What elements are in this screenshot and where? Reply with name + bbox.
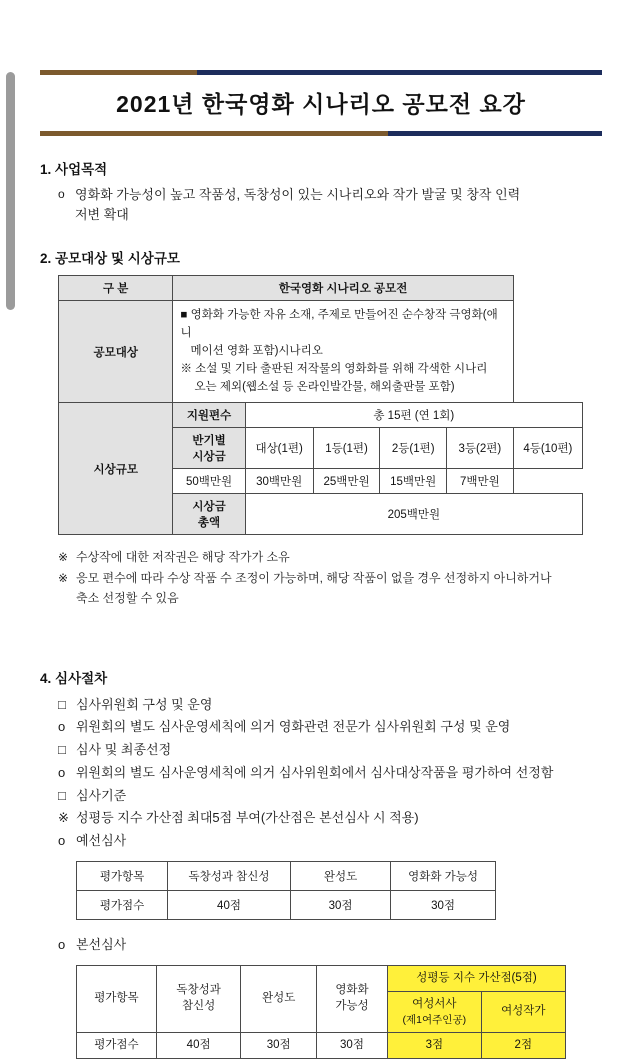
section-1-heading bbox=[40, 158, 602, 178]
final-score-female-narrative: 3점 bbox=[388, 1032, 482, 1059]
preliminary-criteria-table bbox=[76, 861, 496, 920]
row-value-total: 205백만원 bbox=[245, 494, 582, 535]
row-value-target bbox=[173, 301, 513, 403]
final-score-filmability: 30점 bbox=[316, 1032, 387, 1059]
final-header-originality-l1: 독창성과 bbox=[176, 984, 221, 997]
list-mark: ο bbox=[58, 764, 66, 780]
prize-table bbox=[58, 275, 583, 535]
list-mark: □ bbox=[58, 696, 66, 712]
bullet-mark: ο bbox=[58, 187, 65, 201]
section-1-bullet-1 bbox=[58, 185, 602, 205]
final-header-originality-l2: 참신성 bbox=[181, 999, 216, 1012]
grade-cell: 1등(1편) bbox=[313, 428, 380, 469]
section-2-title: 공모대상 및 시상규모 bbox=[55, 251, 180, 267]
page-title: 2021년 한국영화 시나리오 공모전 요강 bbox=[116, 91, 526, 117]
note-mark: ※ bbox=[58, 550, 69, 565]
final-score-female-writer: 2점 bbox=[481, 1032, 565, 1059]
total-label-line1: 시상금 bbox=[192, 501, 226, 514]
list-mark: □ bbox=[58, 787, 66, 803]
final-header-filmability-l2: 가능성 bbox=[335, 999, 369, 1012]
section-1-title: 사업목적 bbox=[55, 162, 108, 177]
list-text: 예선심사 bbox=[76, 833, 127, 849]
female-narrative-l1: 여성서사 bbox=[412, 998, 457, 1011]
amount-cell: 30백만원 bbox=[245, 469, 313, 494]
female-narrative-l2: (제1여주인공) bbox=[402, 1013, 467, 1026]
prelim-score-filmability: 30점 bbox=[391, 890, 496, 919]
list-text: 심사위원회 구성 및 운영 bbox=[76, 696, 213, 712]
title-rule-bottom bbox=[40, 131, 602, 136]
title-banner bbox=[40, 70, 602, 136]
list-text: 본선심사 bbox=[76, 936, 127, 952]
target-line-4: 오는 제외(웹소설 등 온라인발간물, 해외출판물 포함) bbox=[194, 380, 455, 393]
section-1 bbox=[40, 158, 602, 225]
list-mark: ο bbox=[58, 719, 66, 735]
list-text: 심사기준 bbox=[76, 787, 127, 803]
note-mark: ※ bbox=[58, 570, 69, 585]
target-line-1: ■ 영화화 가능한 자유 소재, 주제로 만들어진 순수창작 극영화(애니 bbox=[180, 309, 498, 340]
amount-cell: 25백만원 bbox=[313, 469, 380, 494]
row-label-half-prize bbox=[173, 428, 245, 469]
half-label-line2: 시상금 bbox=[192, 451, 226, 464]
note-text: 응모 편수에 따라 수상 작품 수 조정이 가능하며, 해당 작품이 없을 경우 선정하지 아니하거나 bbox=[76, 570, 552, 585]
list-text: 성평등 지수 가산점 최대5점 부여(가산점은 본선심사 시 적용) bbox=[76, 810, 419, 826]
prelim-header-completeness: 완성도 bbox=[290, 861, 390, 890]
row-label-count: 지원편수 bbox=[173, 403, 245, 428]
section-1-number: 1. bbox=[40, 162, 52, 177]
target-line-3: ※ 소설 및 기타 출판된 저작물의 영화화를 위해 각색한 시나리 bbox=[180, 362, 488, 375]
target-line-2: 메이션 영화 포함)시나리오 bbox=[190, 344, 323, 357]
section-4-line-6 bbox=[58, 807, 602, 830]
final-subheader-female-writer: 여성작가 bbox=[481, 992, 565, 1033]
section-2 bbox=[40, 247, 602, 608]
section-2-heading bbox=[40, 247, 602, 267]
amount-cell: 7백만원 bbox=[447, 469, 514, 494]
notes-block bbox=[58, 547, 602, 608]
grade-cell: 4등(10편) bbox=[513, 428, 582, 469]
prelim-score-originality: 40점 bbox=[168, 890, 291, 919]
table-row bbox=[59, 403, 583, 428]
section-4-line-1 bbox=[58, 694, 602, 717]
prelim-header-item: 평가항목 bbox=[77, 861, 168, 890]
table-row bbox=[77, 965, 566, 992]
prelim-header-originality: 독창성과 참신성 bbox=[168, 861, 291, 890]
final-score-originality: 40점 bbox=[156, 1032, 241, 1059]
table-row bbox=[77, 890, 496, 919]
note-2 bbox=[58, 568, 602, 588]
scrollbar[interactable] bbox=[6, 72, 15, 310]
prelim-score-label: 평가점수 bbox=[77, 890, 168, 919]
list-mark: ※ bbox=[58, 810, 69, 826]
row-label-prize-scale: 시상규모 bbox=[59, 403, 173, 535]
final-subheader-female-narrative bbox=[388, 992, 482, 1033]
section-2-number: 2. bbox=[40, 251, 52, 267]
section-1-bullet-2 bbox=[58, 205, 602, 225]
row-label-target: 공모대상 bbox=[59, 301, 173, 403]
final-score-label: 평가점수 bbox=[77, 1032, 157, 1059]
list-text: 위원회의 별도 심사운영세칙에 의거 심사위원회에서 심사대상작품을 평가하여 선정함 bbox=[76, 764, 554, 780]
table-row bbox=[59, 301, 583, 403]
grade-cell: 3등(2편) bbox=[447, 428, 514, 469]
total-label-line2: 총액 bbox=[197, 517, 221, 530]
table-header-division: 구 분 bbox=[59, 276, 173, 301]
document-content bbox=[40, 0, 602, 1059]
section-4-line-8 bbox=[58, 934, 602, 957]
title-rule-top bbox=[40, 70, 602, 75]
final-header-filmability bbox=[316, 965, 387, 1032]
final-criteria-table bbox=[76, 965, 566, 1059]
amount-cell: 50백만원 bbox=[173, 469, 245, 494]
table-header-contest: 한국영화 시나리오 공모전 bbox=[173, 276, 513, 301]
table-row bbox=[59, 276, 583, 301]
list-mark: ο bbox=[58, 936, 66, 952]
section-4-line-7 bbox=[58, 830, 602, 853]
section-4-number: 4. bbox=[40, 670, 52, 686]
list-mark: ο bbox=[58, 833, 66, 849]
section-4-heading bbox=[40, 667, 602, 687]
row-label-total bbox=[173, 494, 245, 535]
row-value-count: 총 15편 (연 1회) bbox=[245, 403, 582, 428]
section-4-title: 심사절차 bbox=[55, 670, 108, 686]
list-mark: □ bbox=[58, 742, 66, 758]
final-header-completeness: 완성도 bbox=[241, 965, 317, 1032]
section-4-line-3 bbox=[58, 739, 602, 762]
list-text: 위원회의 별도 심사운영세칙에 의거 영화관련 전문가 심사위원회 구성 및 운영 bbox=[76, 719, 511, 735]
grade-cell: 대상(1편) bbox=[245, 428, 313, 469]
section-4-line-2 bbox=[58, 716, 602, 739]
note-2-cont bbox=[76, 588, 602, 608]
final-header-filmability-l1: 영화화 bbox=[335, 984, 369, 997]
section-4-line-5 bbox=[58, 785, 602, 808]
list-text: 심사 및 최종선정 bbox=[76, 742, 172, 758]
final-header-item: 평가항목 bbox=[77, 965, 157, 1032]
table-row bbox=[77, 1032, 566, 1059]
prelim-header-filmability: 영화화 가능성 bbox=[391, 861, 496, 890]
note-text: 수상작에 대한 저작권은 해당 작가가 소유 bbox=[76, 550, 290, 565]
amount-cell: 15백만원 bbox=[380, 469, 447, 494]
prelim-score-completeness: 30점 bbox=[290, 890, 390, 919]
section-4 bbox=[40, 667, 602, 1059]
table-row bbox=[77, 861, 496, 890]
final-header-originality bbox=[156, 965, 241, 1032]
note-1 bbox=[58, 547, 602, 567]
note-text: 축소 선정할 수 있음 bbox=[76, 591, 179, 606]
half-label-line1: 반기별 bbox=[192, 435, 226, 448]
bullet-text: 저변 확대 bbox=[75, 207, 129, 223]
bullet-text: 영화화 가능성이 높고 작품성, 독창성이 있는 시나리오와 작가 발굴 및 창작 인력 bbox=[75, 187, 521, 202]
grade-cell: 2등(1편) bbox=[380, 428, 447, 469]
final-header-bonus: 성평등 지수 가산점(5점) bbox=[388, 965, 566, 992]
final-score-completeness: 30점 bbox=[241, 1032, 317, 1059]
section-4-line-4 bbox=[58, 762, 602, 785]
